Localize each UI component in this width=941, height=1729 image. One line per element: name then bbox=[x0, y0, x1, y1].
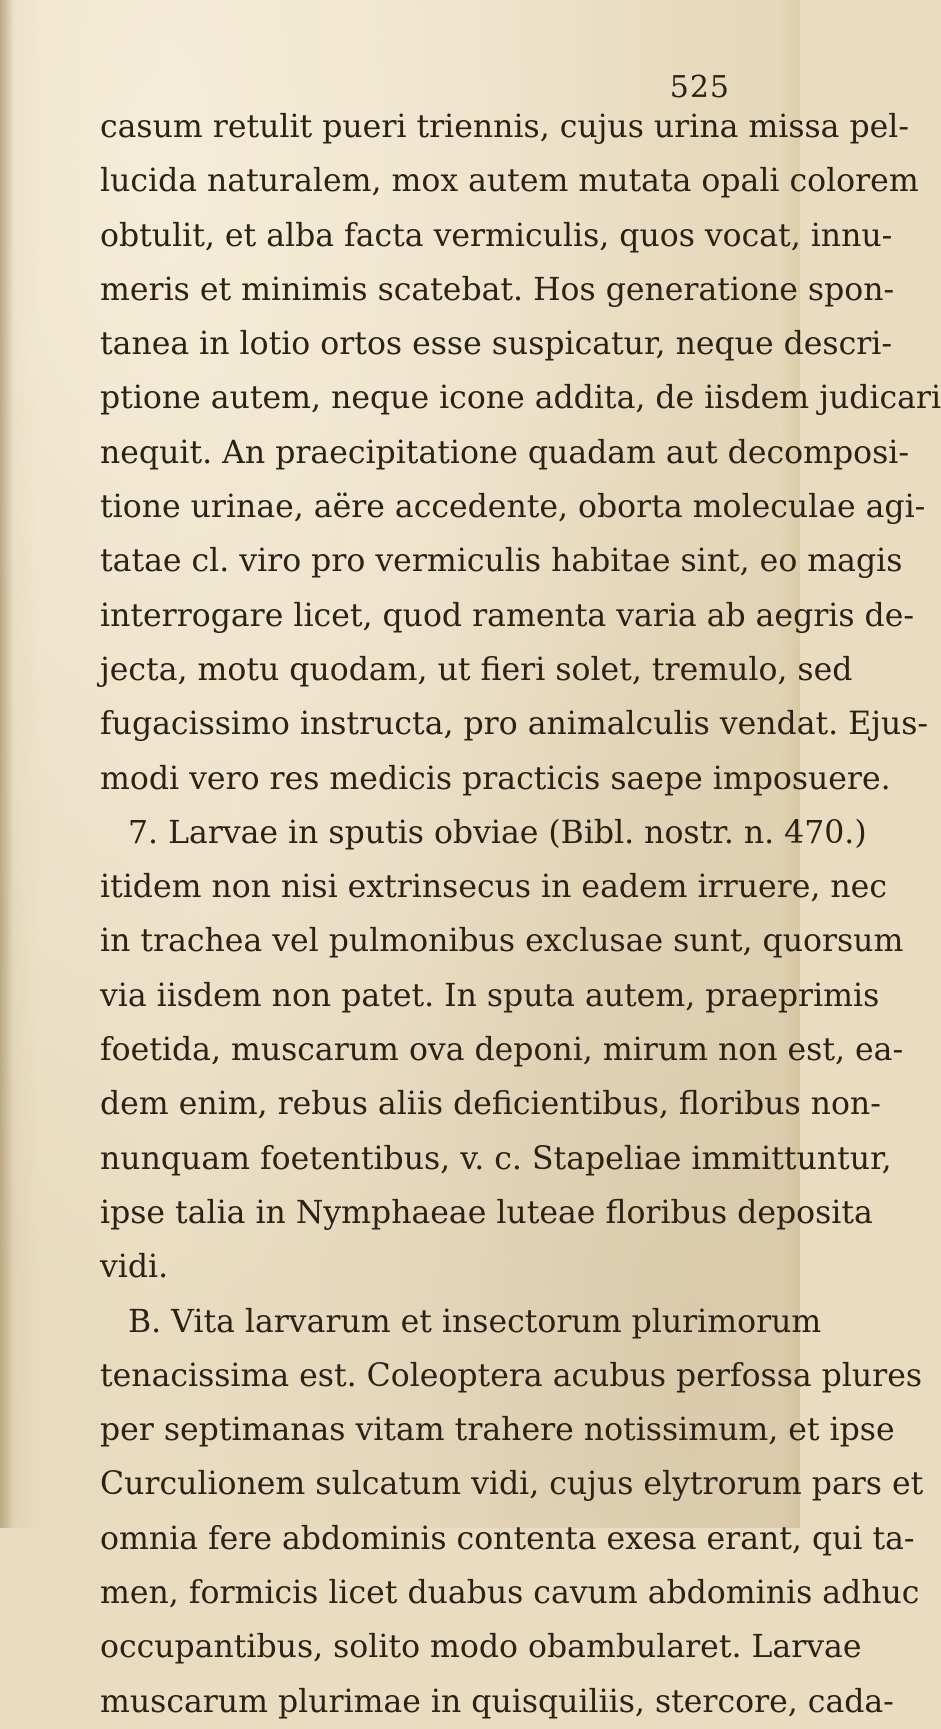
text-line: tanea in lotio ortos esse suspicatur, neque descri- bbox=[100, 326, 893, 363]
text-line: casum retulit pueri triennis, cujus urina missa pel- bbox=[100, 109, 909, 145]
text-line: nequit. An praecipitatione quadam aut decomposi- bbox=[100, 434, 909, 471]
text-line: occupantibus, solito modo obambularet. Larvae bbox=[100, 1629, 862, 1666]
text-line: tione urinae, aëre accedente, oborta moleculae agi- bbox=[100, 489, 926, 526]
text-line: modi vero res medicis practicis saepe imposuere. bbox=[100, 760, 891, 797]
text-line: ipse talia in Nymphaeae luteae floribus deposita bbox=[100, 1194, 873, 1231]
text-line: foetida, muscarum ova deponi, mirum non est, ea- bbox=[100, 1032, 904, 1069]
text-line: interrogare licet, quod ramenta varia ab aegris de- bbox=[100, 597, 915, 634]
text-line: via iisdem non patet. In sputa autem, praeprimis bbox=[100, 977, 880, 1014]
text-line: Curculionem sulcatum vidi, cujus elytrorum pars et bbox=[100, 1466, 924, 1503]
text-line: obtulit, et alba facta vermiculis, quos vocat, innu- bbox=[100, 217, 893, 254]
text-line: itidem non nisi extrinsecus in eadem irruere, nec bbox=[100, 869, 887, 906]
text-line: tenacissima est. Coleoptera acubus perfossa plures bbox=[100, 1357, 923, 1394]
text-line: tatae cl. viro pro vermiculis habitae sint, eo magis bbox=[100, 543, 903, 580]
text-line: meris et minimis scatebat. Hos generatione spon- bbox=[100, 271, 895, 308]
text-line: vidi. bbox=[100, 1249, 169, 1286]
body-text bbox=[100, 100, 941, 1729]
page-number: 525 bbox=[669, 70, 730, 105]
text-line: men, formicis licet duabus cavum abdominis adhuc bbox=[100, 1575, 920, 1612]
text-line: fugacissimo instructa, pro animalculis vendat. Ejus- bbox=[100, 706, 929, 743]
text-line: dem enim, rebus aliis deficientibus, floribus non- bbox=[100, 1086, 881, 1123]
text-line: in trachea vel pulmonibus exclusae sunt, quorsum bbox=[100, 923, 904, 960]
page-edge-shadow bbox=[0, 0, 14, 1528]
text-line: jecta, motu quodam, ut fieri solet, tremulo, sed bbox=[100, 651, 853, 688]
text-line: ptione autem, neque icone addita, de iisdem judicari bbox=[100, 380, 941, 417]
text-line: per septimanas vitam trahere notissimum, et ipse bbox=[100, 1412, 895, 1449]
text-line: nunquam foetentibus, v. c. Stapeliae immittuntur, bbox=[100, 1140, 892, 1177]
text-line: lucida naturalem, mox autem mutata opali colorem bbox=[100, 163, 919, 200]
section-heading-line: 7. Larvae in sputis obviae (Bibl. nostr. n. 470.) bbox=[128, 814, 867, 851]
text-line: muscarum plurimae in quisquiliis, stercore, cada- bbox=[100, 1683, 894, 1720]
section-heading-line: B. Vita larvarum et insectorum plurimorum bbox=[128, 1303, 822, 1340]
text-line: omnia fere abdominis contenta exesa erant, qui ta- bbox=[100, 1520, 915, 1557]
